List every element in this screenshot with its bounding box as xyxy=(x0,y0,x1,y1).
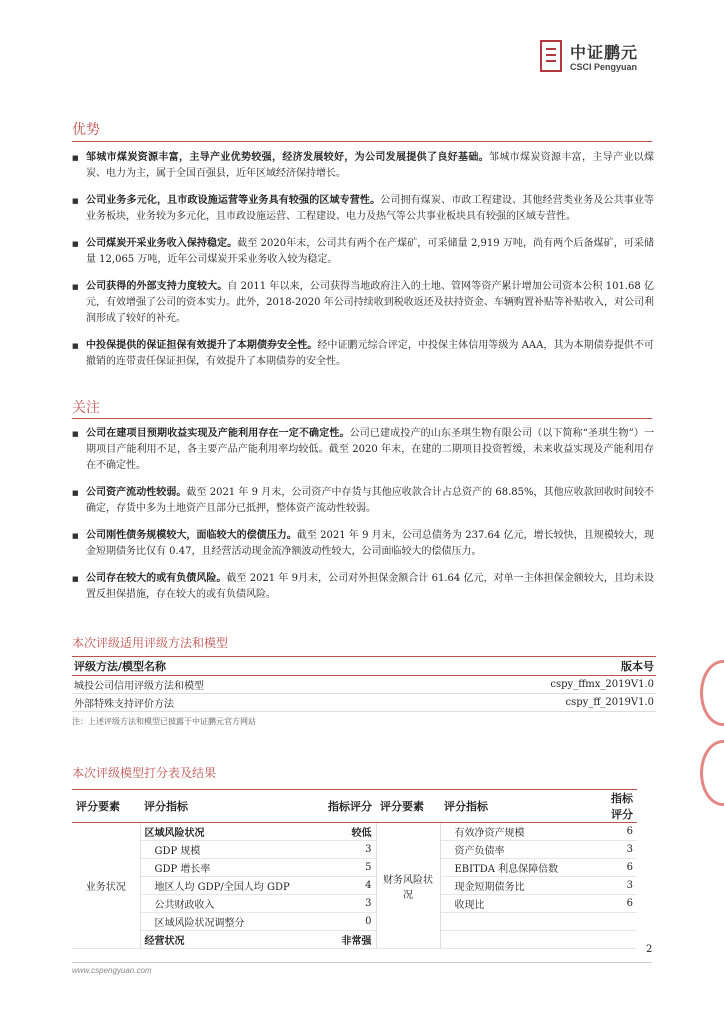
logo-mark-icon xyxy=(540,40,562,72)
indicator-score: 5 xyxy=(308,859,376,877)
method-note: 注：上述评级方法和模型已披露于中证鹏元官方网站 xyxy=(72,717,256,726)
advantage-item xyxy=(72,236,654,268)
col-factor-left: 评分要素 xyxy=(72,790,140,823)
advantage-heading: 公司业务多元化，且市政设施运营等业务具有较强的区域专营性。 xyxy=(86,195,381,206)
concern-heading: 公司在建项目预期收益实现及产能利用存在一定不确定性。 xyxy=(86,428,350,439)
advantage-item xyxy=(72,193,654,225)
advantages-title: 优势 xyxy=(72,122,100,138)
table-row xyxy=(72,877,637,895)
concerns-divider xyxy=(72,418,652,419)
indicator-score xyxy=(598,913,637,931)
col-indicator-left: 评分指标 xyxy=(140,790,308,823)
indicator-name xyxy=(440,931,598,949)
concern-text: 截至 2021 年 9 月末，公司资产中存货与其他应收款合计占总资产的 68.85%，其他应收款回收时间较不确定，存货中多为土地资产且部分已抵押，整体资产流动性较弱。 xyxy=(86,487,655,514)
advantage-text: 自 2011 年以来，公司获得当地政府注入的土地、管网等资产累计增加公司资本公积 101.68 亿元，有效增强了公司的资本实力。此外，2018-2020 年公司持续收到税收返还及扶持资金、车辆购置补贴等补贴收入，对公司利润形成了较好的补充。 xyxy=(86,281,655,324)
table-row xyxy=(72,823,637,841)
col-factor-right: 评分要素 xyxy=(376,790,440,823)
advantage-heading: 中投保提供的保证担保有效提升了本期债券安全性。 xyxy=(86,340,318,351)
table-row xyxy=(72,676,656,694)
advantage-item xyxy=(72,150,654,182)
indicator-score: 非常强 xyxy=(308,931,376,949)
indicator-name: 区域风险状况调整分 xyxy=(140,913,308,931)
method-title: 本次评级适用评级方法和模型 xyxy=(72,636,229,650)
concern-text: 公司已建成投产的山东圣琪生物有限公司（以下简称“圣琪生物”）一期项目产能利用不足，各主要产品产能利用率均较低。截至 2020 年末，在建的二期项目投资暂缓，未来收益实现及产能利用存在不确定性。 xyxy=(86,428,654,471)
indicator-score: 3 xyxy=(308,841,376,859)
seal-stamp-icon xyxy=(700,660,724,726)
left-category: 业务状况 xyxy=(72,823,140,949)
method-table xyxy=(72,656,656,712)
indicator-name: 区域风险状况 xyxy=(140,823,308,841)
footer-divider xyxy=(72,962,652,963)
indicator-score xyxy=(598,931,637,949)
col-indicator-right: 评分指标 xyxy=(440,790,598,823)
col-version: 版本号 xyxy=(396,657,656,676)
method-name: 城投公司信用评级方法和模型 xyxy=(72,676,396,694)
advantage-text: 邹城市煤炭资源丰富，主导产业以煤炭、电力为主，属于全国百强县，近年区域经济保持增长。 xyxy=(86,152,654,179)
concern-heading: 公司刚性债务规模较大，面临较大的偿债压力。 xyxy=(86,530,297,541)
indicator-score: 6 xyxy=(598,859,637,877)
concerns-list xyxy=(72,426,654,614)
advantage-item xyxy=(72,338,654,370)
advantage-heading: 公司煤炭开采业务收入保持稳定。 xyxy=(86,238,238,249)
score-title: 本次评级模型打分表及结果 xyxy=(72,766,217,780)
indicator-score: 4 xyxy=(308,877,376,895)
advantages-list xyxy=(72,150,654,381)
indicator-name: 地区人均 GDP/全国人均 GDP xyxy=(140,877,308,895)
indicator-score: 0 xyxy=(308,913,376,931)
concern-heading: 公司存在较大的或有负债风险。 xyxy=(86,573,227,584)
indicator-name: 经营状况 xyxy=(140,931,308,949)
concern-item xyxy=(72,571,654,603)
table-row xyxy=(72,694,656,712)
indicator-name: GDP 增长率 xyxy=(140,859,308,877)
indicator-score: 3 xyxy=(598,877,637,895)
indicator-name: 现金短期债务比 xyxy=(440,877,598,895)
indicator-name: 资产负债率 xyxy=(440,841,598,859)
indicator-score: 6 xyxy=(598,823,637,841)
right-category: 财务风险状况 xyxy=(376,823,440,949)
seal-stamp-icon xyxy=(700,740,724,806)
indicator-score: 3 xyxy=(598,841,637,859)
advantage-text: 公司拥有煤炭、市政工程建设、其他经营类业务及公共事业等业务板块，业务较为多元化，且市政设施运营、工程建设、电力及热气等公共事业板块具有较强的区域专营性。 xyxy=(86,195,655,222)
table-row xyxy=(72,895,637,913)
advantage-text: 经中证鹏元综合评定，中投保主体信用等级为 AAA，其为本期债券提供不可撤销的连带责任保证担保，有效提升了本期债券的安全性。 xyxy=(86,340,655,367)
table-header-row xyxy=(72,790,637,823)
table-row xyxy=(72,859,637,877)
advantages-divider xyxy=(72,141,652,142)
concerns-title: 关注 xyxy=(72,400,100,416)
advantage-heading: 邹城市煤炭资源丰富，主导产业优势较强，经济发展较好，为公司发展提供了良好基础。 xyxy=(86,152,489,163)
col-score-right: 指标评分 xyxy=(598,790,637,823)
concern-item xyxy=(72,426,654,474)
company-logo xyxy=(540,40,680,76)
indicator-name: GDP 规模 xyxy=(140,841,308,859)
method-version: cspy_ffmx_2019V1.0 xyxy=(396,676,656,694)
indicator-name: EBITDA 利息保障倍数 xyxy=(440,859,598,877)
indicator-score: 较低 xyxy=(308,823,376,841)
concern-text: 截至 2021 年 9 月末，公司总债务为 237.64 亿元，增长较快，且规模较大，现金短期债务比仅有 0.47，且经营活动现金流净额波动性较大，公司面临较大的偿债压力。 xyxy=(86,530,655,557)
advantage-heading: 公司获得的外部支持力度较大。 xyxy=(86,281,228,292)
indicator-name: 有效净资产规模 xyxy=(440,823,598,841)
table-header-row xyxy=(72,657,656,676)
method-name: 外部特殊支持评价方法 xyxy=(72,694,396,712)
logo-name-cn: 中证鹏元 xyxy=(570,43,639,62)
concern-text: 截至 2021 年 9月末，公司对外担保金额合计 61.64 亿元，对单一主体担保金额较大，且均未设置反担保措施，存在较大的或有负债风险。 xyxy=(86,573,654,600)
page-number: 2 xyxy=(646,944,653,955)
indicator-score: 6 xyxy=(598,895,637,913)
score-table xyxy=(72,789,637,949)
concern-heading: 公司资产流动性较弱。 xyxy=(86,487,187,498)
concern-item xyxy=(72,485,654,517)
logo-name-en: CSCI Pengyuan xyxy=(570,62,638,72)
method-version: cspy_ff_2019V1.0 xyxy=(396,694,656,712)
indicator-name xyxy=(440,913,598,931)
indicator-name: 公共财政收入 xyxy=(140,895,308,913)
indicator-score: 3 xyxy=(308,895,376,913)
footer-url: www.cspengyuan.com xyxy=(72,966,152,975)
col-method-name: 评级方法/模型名称 xyxy=(72,657,396,676)
col-score-left: 指标评分 xyxy=(308,790,376,823)
advantage-text: 截至 2020年末，公司共有两个在产煤矿，可采储量 2,919 万吨，尚有两个后备煤矿，可采储量 12,065 万吨，近年公司煤炭开采业务收入较为稳定。 xyxy=(86,238,654,265)
table-row xyxy=(72,931,637,949)
advantage-item xyxy=(72,279,654,327)
table-row xyxy=(72,841,637,859)
table-row xyxy=(72,913,637,931)
indicator-name: 收现比 xyxy=(440,895,598,913)
concern-item xyxy=(72,528,654,560)
